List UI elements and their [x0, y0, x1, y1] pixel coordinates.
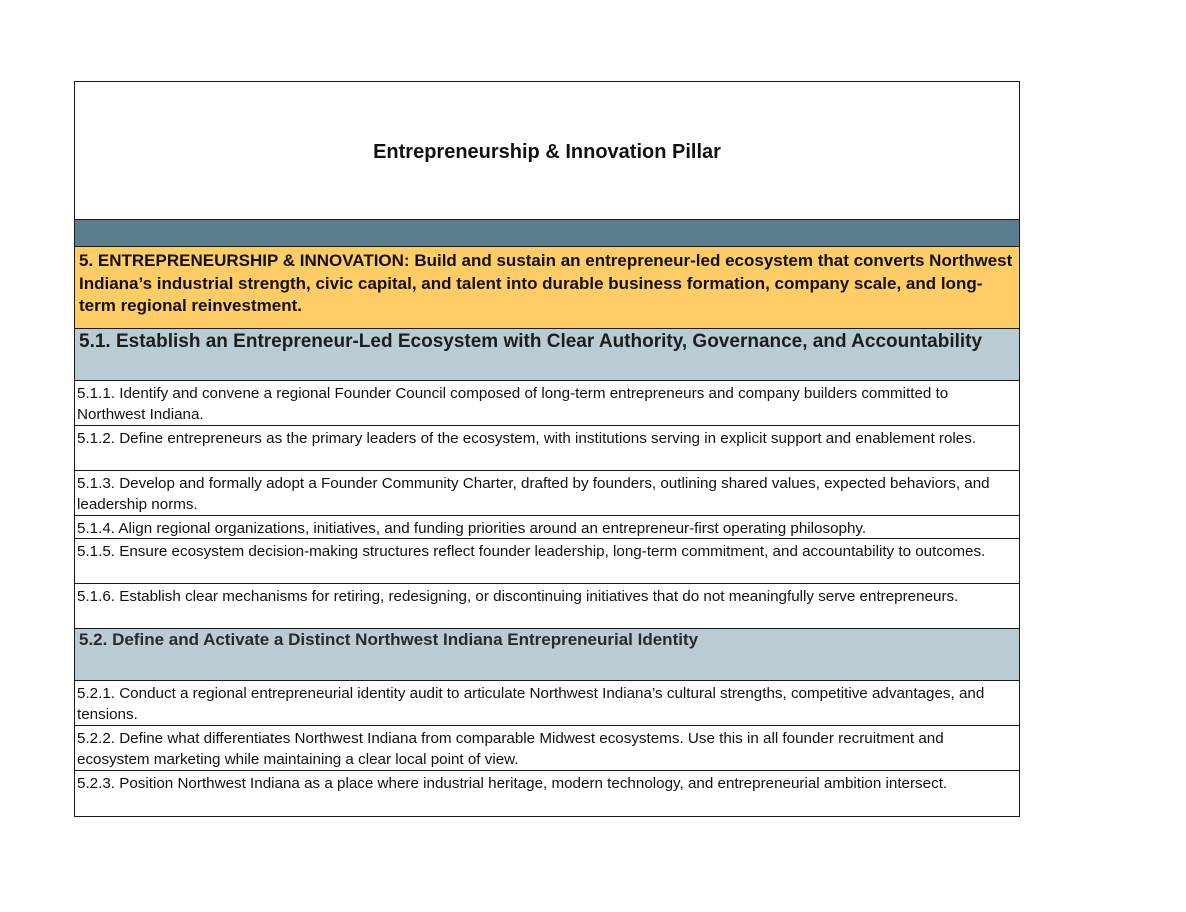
list-item: 5.1.4. Align regional organizations, initiatives, and funding priorities around an entrepreneur-first operating philosophy.: [75, 516, 1019, 539]
list-item: 5.2.1. Conduct a regional entrepreneurial identity audit to articulate Northwest Indiana’s cultural strengths, competitive advantages, and tensions.: [75, 681, 1019, 726]
list-item: 5.1.1. Identify and convene a regional Founder Council composed of long-term entrepreneurs and company builders committed to Northwest Indiana.: [75, 381, 1019, 426]
list-item: 5.1.5. Ensure ecosystem decision-making structures reflect founder leadership, long-term commitment, and accountability to outcomes.: [75, 539, 1019, 584]
list-item: 5.2.3. Position Northwest Indiana as a place where industrial heritage, modern technology, and entrepreneurial ambition intersect.: [77, 775, 948, 792]
strategy-table: [74, 81, 1020, 817]
list-item: 5.2.2. Define what differentiates Northwest Indiana from comparable Midwest ecosystems. Use this in all founder recruitment and ecosystem marketing while maintaining a clear local point of view.: [75, 726, 1019, 771]
page-title: Entrepreneurship & Innovation Pillar: [75, 82, 1019, 220]
list-item: 5.1.6. Establish clear mechanisms for retiring, redesigning, or discontinuing initiatives that do not meaningfully serve entrepreneurs.: [75, 584, 1019, 629]
list-item: 5.1.3. Develop and formally adopt a Founder Community Charter, drafted by founders, outlining shared values, expected behaviors, and leadership norms.: [75, 471, 1019, 516]
section-heading-5-1: 5.1. Establish an Entrepreneur-Led Ecosystem with Clear Authority, Governance, and Accountability: [75, 329, 1019, 381]
pillar-statement: 5. ENTREPRENEURSHIP & INNOVATION: Build and sustain an entrepreneur-led ecosystem that converts Northwest Indiana’s industrial strength, civic capital, and talent into durable business formation, company scale, and long-term regional reinvestment.: [75, 247, 1019, 329]
section-heading-5-2: 5.2. Define and Activate a Distinct Northwest Indiana Entrepreneurial Identity: [75, 629, 1019, 681]
list-item: 5.1.2. Define entrepreneurs as the primary leaders of the ecosystem, with institutions serving in explicit support and enablement roles.: [75, 426, 1019, 471]
header-band: [75, 220, 1019, 247]
